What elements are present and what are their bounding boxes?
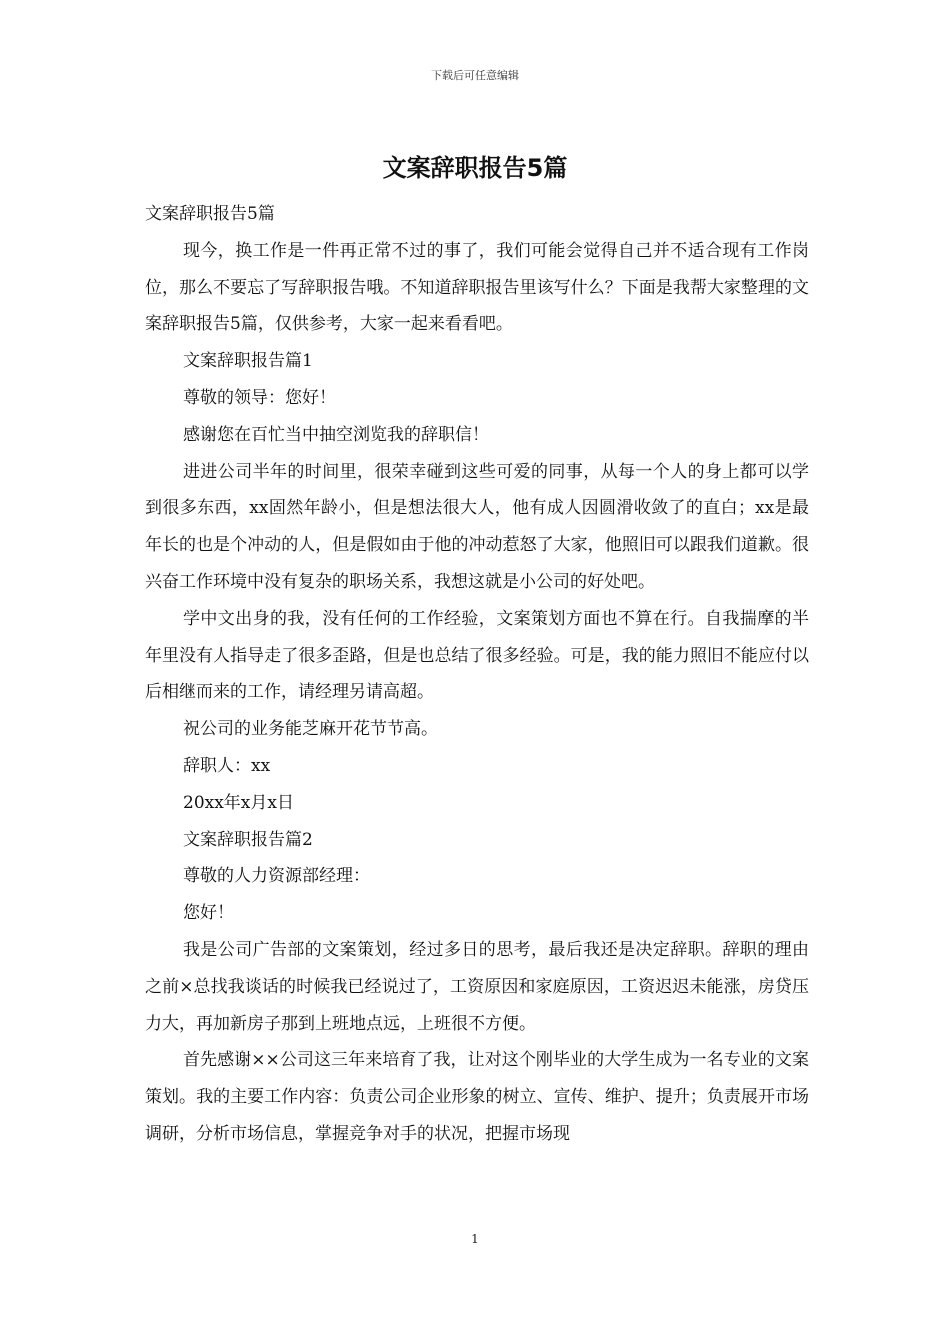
date-line: 20xx年x月x日 [183,792,294,813]
document-title: 文案辞职报告5篇 [382,154,568,182]
paragraph: 我是公司广告部的文案策划，经过多日的思考，最后我还是决定辞职。辞职的理由之前×总找我谈话的时候我已经说过了，工资原因和家庭原因，工资迟迟未能涨，房贷压力大，再加新房子那到上班地点远，上班很不方便。 [145,939,809,1034]
greeting: 您好！ [183,903,234,924]
section-heading-1: 文案辞职报告篇1 [183,351,313,372]
document-body [145,196,809,1153]
paragraph: 进进公司半年的时间里，很荣幸碰到这些可爱的同事，从每一个人的身上都可以学到很多东西，xx固然年龄小，但是想法很大人，他有成人因圆滑收敛了的直白；xx是最年长的也是个冲动的人，但是假如由于他的冲动惹怒了大家，他照旧可以跟我们道歉。很兴奋工作环境中没有复杂的职场关系，我想这就是小公司的好处吧。 [145,461,809,592]
section-heading-2: 文案辞职报告篇2 [183,829,313,850]
paragraph-subtitle: 文案辞职报告5篇 [145,204,275,224]
page-number: 1 [471,1232,479,1246]
salutation-1: 尊敬的领导：您好！ [183,387,336,408]
paragraph-intro: 现今，换工作是一件再正常不过的事了，我们可能会觉得自己并不适合现有工作岗位，那么不要忘了写辞职报告哦。不知道辞职报告里该写什么？下面是我帮大家整理的文案辞职报告5篇，仅供参考，大家一起来看看吧。 [145,240,809,335]
header-note: 下载后可任意编辑 [431,69,519,82]
paragraph: 感谢您在百忙当中抽空浏览我的辞职信！ [183,424,489,445]
salutation-2: 尊敬的人力资源部经理： [183,866,370,887]
paragraph: 学中文出身的我，没有任何的工作经验，文案策划方面也不算在行。自我揣摩的半年里没有人指导走了很多歪路，但是也总结了很多经验。可是，我的能力照旧不能应付以后相继而来的工作，请经理另请高超。 [145,608,809,703]
signature-line: 辞职人：xx [183,755,271,776]
paragraph: 首先感谢××公司这三年来培育了我，让对这个刚毕业的大学生成为一名专业的文案策划。我的主要工作内容：负责公司企业形象的树立、宣传、维护、提升；负责展开市场调研，分析市场信息，掌握竞争对手的状况，把握市场现 [145,1050,809,1144]
paragraph: 祝公司的业务能芝麻开花节节高。 [183,719,438,740]
